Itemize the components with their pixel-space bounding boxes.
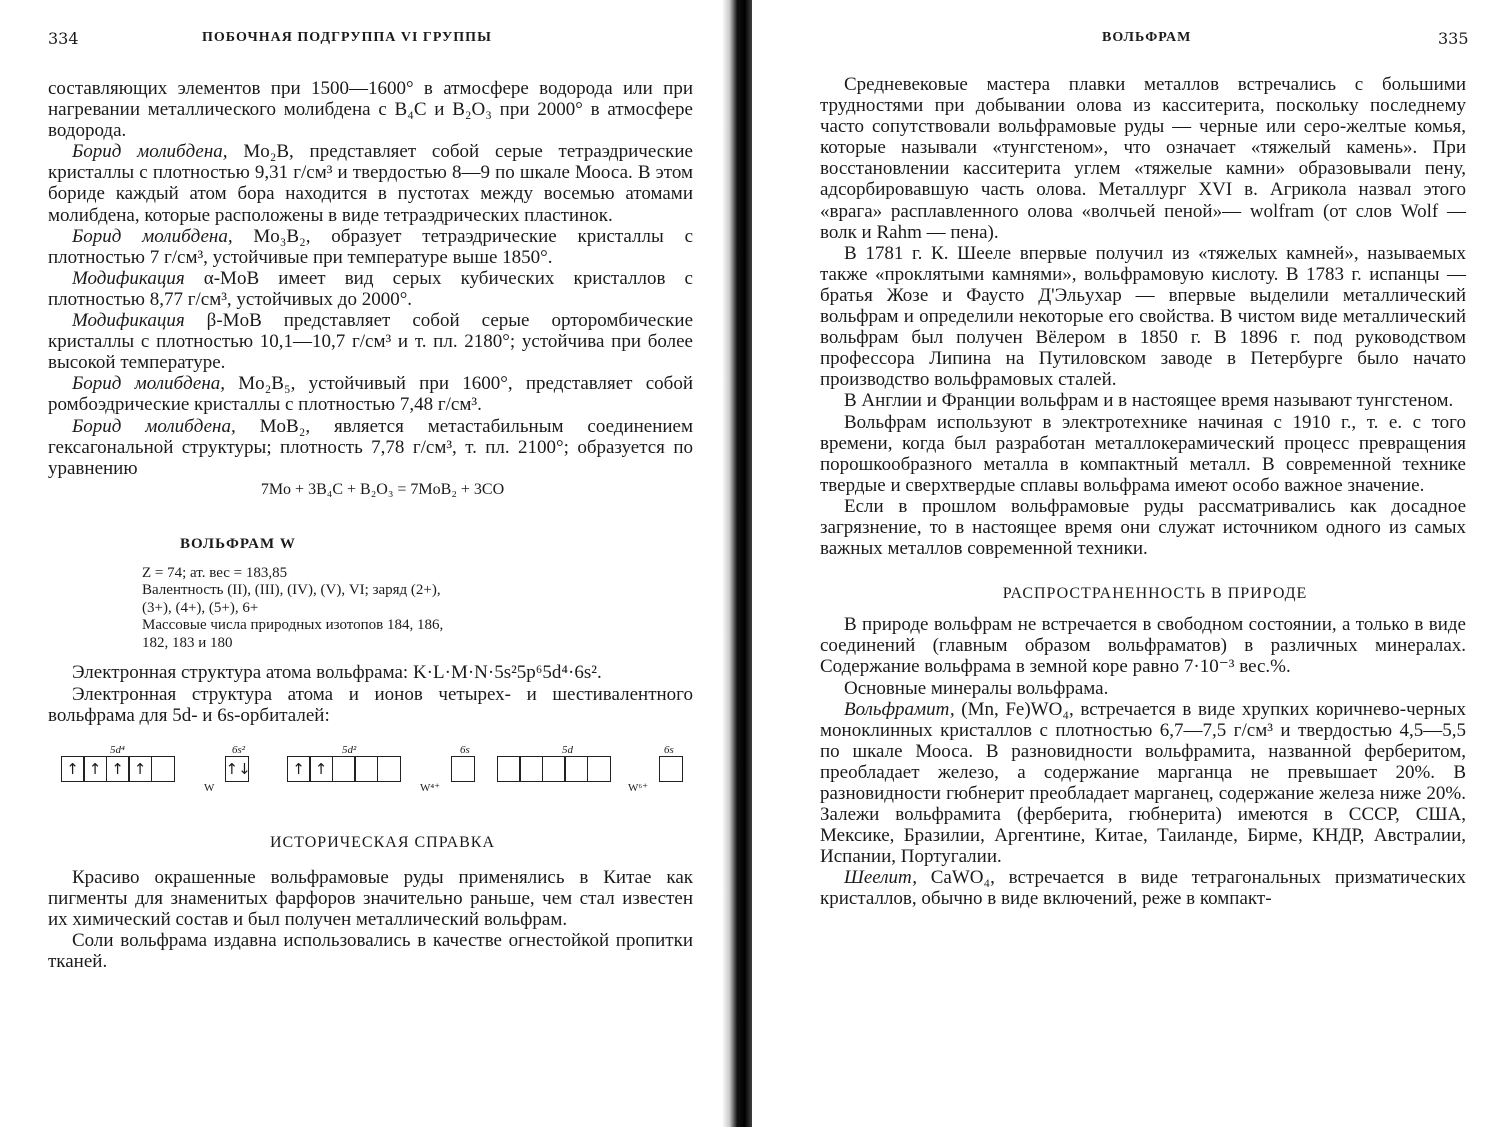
term: Модификация [72, 267, 185, 289]
paragraph-text: α-MoB имеет вид серых кубических кристаллов с плотностью 8,77 г/см³, устойчивых до 2000°. [48, 267, 693, 310]
paragraph [48, 141, 693, 225]
paragraph: Основные минералы вольфрама. [844, 677, 1109, 699]
paragraph: Электронная структура атома и ионов четырех- и шестивалентного вольфрама для 5d- и 6s-орбиталей: [48, 683, 693, 726]
orbital-label: 6s [664, 743, 674, 756]
orbital-cell [377, 756, 401, 782]
species-label: W⁴⁺ [420, 781, 441, 794]
orbital-cell [542, 756, 566, 782]
term: Борид молибдена, [72, 141, 228, 163]
orbital-cell: ↑↓ [225, 756, 249, 782]
orbital-cell: ↑ [287, 756, 311, 782]
term: Борид молибдена, [72, 225, 233, 247]
term: Шеелит, [844, 867, 917, 889]
orbital-cell [332, 756, 356, 782]
paragraph-text: MoB₂, является метастабильным соединением гексагональной структуры; плотность 7,78 г/см³, т. пл. 2100°; образуется по уравнению [48, 415, 694, 479]
orbital-cell: ↑ [309, 756, 333, 782]
paragraph: Вольфрам используют в электротехнике начиная с 1910 г., т. е. с того времени, когда был разработан металлокерамический процесс превращения порошкообразного металла в компактный металл. В современной технике твердые и сверхтвердые сплавы вольфрама имеют особо важное значение. [820, 411, 1466, 496]
orbital-cell [519, 756, 543, 782]
term: Вольфрамит, [844, 698, 955, 720]
paragraph-text: CaWO₄, встречается в виде тетрагональных призматических кристаллов, обычно в виде включений, реже в компакт- [820, 867, 1466, 910]
orbital-cell [354, 756, 378, 782]
orbital-label: 6s² [232, 743, 246, 756]
left-text-column [48, 78, 693, 972]
term: Борид молибдена, [72, 415, 236, 437]
paragraph-text: Mo₃B₂, образует тетраэдрические кристаллы с плотностью 7 г/см³, устойчивые при температуре выше 1850°. [48, 225, 694, 268]
paragraph: составляющих элементов при 1500—1600° в атмосфере водорода или при нагревании металлического молибдена с B₄C и B₂O₃ при 2000° в атмосфере водорода. [48, 78, 693, 142]
orbital-label: 5d [562, 743, 573, 756]
orbital-cell: ↑ [61, 756, 85, 782]
orbital-label: 5d² [342, 743, 357, 756]
orbital-cells-5d-w4 [288, 756, 401, 782]
orbital-cells-6s-w [226, 756, 249, 782]
orbital-cells-6s-w6 [660, 756, 683, 782]
species-label: W [204, 781, 215, 794]
species-label: W⁶⁺ [628, 781, 649, 794]
orbital-diagram [48, 740, 693, 804]
orbital-cell: ↑ [128, 756, 152, 782]
paragraph: Средневековые мастера плавки металлов встречались с большими трудностями при добывании олова из касситерита, поскольку последнему часто сопутствовали вольфрамовые руды — черные или серо-желтые комья, которые называли «тунгстеном», что означает «тяжелый камень». При восстановлении касситерита углем «тяжелые камни» образовывали пену, адсорбировавшую часть олова. Металлург XVI в. Агрикола назвал этого «врага» расплавленного олова «волчьей пеной»— wolfram (от слов Wolf — волк и Rahm — пена). [820, 74, 1466, 243]
paragraph-text: β-MoB представляет собой серые орторомбические кристаллы с плотностью 10,1—10,7 г/см³ и т. пл. 2180°; устойчива при более высокой температуре. [48, 310, 693, 374]
paragraph [48, 226, 693, 268]
property-line: 182, 183 и 180 [142, 634, 233, 651]
orbital-cell [659, 756, 683, 782]
orbital-label: 5d⁴ [110, 743, 125, 756]
term: Модификация [72, 310, 185, 332]
orbital-cells-6s-w4 [452, 756, 475, 782]
orbital-cells-5d-w6 [498, 756, 611, 782]
paragraph [820, 699, 1466, 868]
property-line: Валентность (II), (III), (IV), (V), VI; заряд (2+), [142, 582, 441, 599]
section-heading: РАСПРОСТРАНЕННОСТЬ В ПРИРОДЕ [1002, 585, 1308, 603]
page-number: 335 [1438, 29, 1469, 48]
running-head: ВОЛЬФРАМ [1102, 30, 1192, 45]
property-line: Массовые числа природных изотопов 184, 186, [142, 617, 444, 634]
paragraph [820, 867, 1466, 909]
paragraph: Красиво окрашенные вольфрамовые руды применялись в Китае как пигменты для знаменитых фарфоров значительно раньше, чем стал известен их химический состав и был получен металлический вольфрам. [48, 866, 693, 931]
paragraph [48, 310, 693, 373]
orbital-cell [451, 756, 475, 782]
equation: 7Mo + 3B₄C + B₂O₃ = 7MoB₂ + 3CO [260, 480, 505, 498]
paragraph: В 1781 г. К. Шееле впервые получил из «тяжелых камней», называемых также «проклятыми камнями», вольфрамовую кислоту. В 1783 г. испанцы — братья Жозе и Фаусто Д'Эльухар — впервые выделили металлический вольфрам и определили некоторые его свойства. В чистом виде металлический вольфрам был получен Вёлером в 1850 г. В 1896 г. под руководством профессора Липина на Путиловском заводе в Петербурге было начато производство вольфрамовых сталей. [820, 242, 1466, 391]
left-page [0, 0, 730, 1127]
paragraph: В природе вольфрам не встречается в свободном состоянии, а только в виде соединений (главным образом вольфраматов) в различных минералах. Содержание вольфрама в земной коре равно 7·10⁻³ вес.%. [820, 614, 1466, 678]
property-line: (3+), (4+), (5+), 6+ [142, 599, 259, 616]
right-page [752, 0, 1504, 1127]
paragraph [48, 416, 693, 479]
orbital-label: 6s [460, 743, 470, 756]
running-head: ПОБОЧНАЯ ПОДГРУППА VI ГРУППЫ [202, 30, 492, 45]
orbital-cell [587, 756, 611, 782]
orbital-cell: ↑ [106, 756, 130, 782]
orbital-cell [151, 756, 175, 782]
orbital-cell [564, 756, 588, 782]
section-heading: ИСТОРИЧЕСКАЯ СПРАВКА [269, 833, 496, 851]
paragraph: Электронная структура атома вольфрама: K·L·M·N·5s²5p⁶5d⁴·6s². [72, 662, 602, 684]
property-line: Z = 74; ат. вес = 183,85 [142, 564, 288, 581]
right-text-column [820, 74, 1466, 910]
paragraph: Если в прошлом вольфрамовые руды рассматривались как досадное загрязнение, то в настоящее время они служат источником одного из самых важных металлов современной техники. [820, 495, 1466, 560]
orbital-cell [497, 756, 521, 782]
paragraph-text: (Mn, Fe)WO₄, встречается в виде хрупких коричнево-черных моноклинных кристаллов с плотностью 6,7—7,5 г/см³ и твердостью 4,5—5,5 по шкале Мооса. В разновидности вольфрамита, названной ферберитом, преобладает железо, а содержание марганца не превышает 20%. В разновидности гюбнерит преобладает марганец, содержание железа ниже 20%. Залежи вольфрамита (ферберита, гюбнерита) имеются в СССР, США, Мексике, Бразилии, Аргентине, Китае, Таиланде, Бирме, КНДР, Австралии, Испании, Португалии. [820, 698, 1466, 868]
paragraph-text: Mo₂B, представляет собой серые тетраэдрические кристаллы с плотностью 9,31 г/см³ и твердостью 8—9 по шкале Мооса. В этом бориде каждый атом бора находится в пустотах между восемью атомами молибдена, которые расположены в виде тетраэдрических пластинок. [48, 141, 693, 226]
paragraph-text: Mo₂B₅, устойчивый при 1600°, представляет собой ромбоэдрические кристаллы с плотностью 7,48 г/см³. [48, 373, 693, 416]
element-title: ВОЛЬФРАМ W [180, 535, 296, 552]
page-number: 334 [48, 29, 79, 48]
paragraph: В Англии и Франции вольфрам и в настоящее время называют тунгстеном. [844, 390, 1454, 412]
orbital-cell: ↑ [83, 756, 107, 782]
paragraph [48, 268, 693, 310]
term: Борид молибдена, [72, 373, 226, 395]
paragraph: Соли вольфрама издавна использовались в качестве огнестойкой пропитки тканей. [48, 930, 693, 973]
paragraph [48, 373, 693, 415]
orbital-cells-5d-w [62, 756, 175, 782]
